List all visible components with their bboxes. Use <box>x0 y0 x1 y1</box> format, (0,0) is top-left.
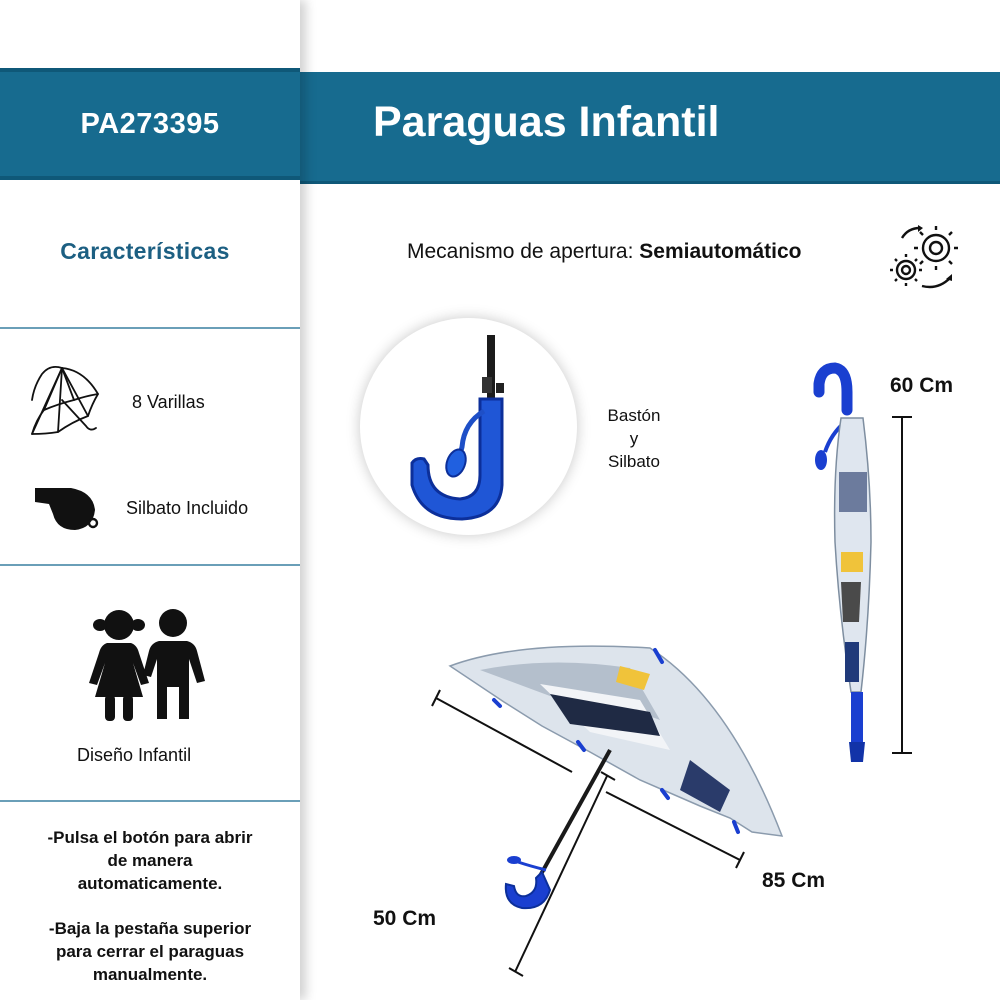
features-heading: Características <box>60 238 230 264</box>
instruction-line: automaticamente. <box>77 874 223 893</box>
product-title: Paraguas Infantil <box>373 98 720 146</box>
divider <box>0 327 300 329</box>
product-code-bar <box>0 68 300 180</box>
divider <box>0 564 300 566</box>
instruction-line: para cerrar el paraguas <box>55 942 245 961</box>
instruction-open <box>0 826 300 895</box>
gears-icon <box>888 224 966 294</box>
handle-label-line: y <box>629 429 639 448</box>
instruction-line: de manera <box>107 851 193 870</box>
feature-whistle-label: Silbato Incluido <box>126 498 249 518</box>
open-width-label: 85 Cm <box>762 869 826 892</box>
feature-ribs-label: 8 Varillas <box>132 392 205 412</box>
instruction-line: manualmente. <box>92 965 208 984</box>
closed-umbrella-photo <box>805 362 885 772</box>
mechanism-label: Mecanismo de apertura: <box>407 240 634 263</box>
handle-label-line: Silbato <box>608 452 660 471</box>
handle-photo <box>400 335 530 525</box>
umbrella-outline-icon <box>22 360 102 440</box>
shaft-length-dimension-line <box>505 770 615 980</box>
title-bar <box>300 72 1000 184</box>
closed-length-dimension-line <box>890 416 914 756</box>
instruction-line: -Baja la pestaña superior <box>48 919 252 938</box>
mechanism-value: Semiautomático <box>639 240 802 263</box>
product-code: PA273395 <box>80 107 220 140</box>
whistle-icon <box>33 484 101 532</box>
feature-kids-label: Diseño Infantil <box>77 745 192 765</box>
handle-label <box>598 404 670 473</box>
mechanism-text <box>407 240 802 264</box>
children-icon <box>83 605 207 725</box>
sidebar <box>0 0 300 1000</box>
handle-label-line: Bastón <box>607 406 661 425</box>
instruction-line: -Pulsa el botón para abrir <box>47 828 253 847</box>
divider <box>0 800 300 802</box>
shaft-length-label: 50 Cm <box>373 907 437 930</box>
closed-length-label: 60 Cm <box>890 374 954 397</box>
instruction-close <box>0 917 300 986</box>
